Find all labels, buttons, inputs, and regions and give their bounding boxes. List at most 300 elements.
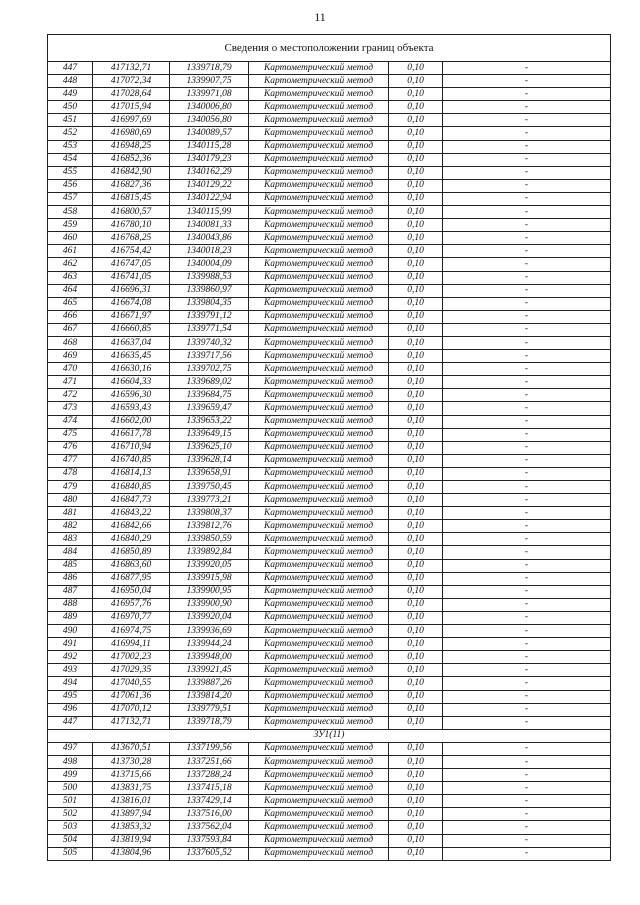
accuracy-cell: 0,10 <box>389 625 443 638</box>
accuracy-cell: 0,10 <box>389 677 443 690</box>
note-cell: - <box>443 101 611 114</box>
point-number-cell: 503 <box>48 821 93 834</box>
x-coordinate-cell: 417040,55 <box>93 677 170 690</box>
method-cell: Картометрический метод <box>249 62 389 75</box>
y-coordinate-cell: 1339689,02 <box>170 376 249 389</box>
table-row <box>48 323 611 336</box>
accuracy-cell: 0,10 <box>389 585 443 598</box>
x-coordinate-cell: 416637,04 <box>93 336 170 349</box>
y-coordinate-cell: 1339659,47 <box>170 402 249 415</box>
table-row <box>48 598 611 611</box>
point-number-cell: 494 <box>48 677 93 690</box>
note-cell: - <box>443 585 611 598</box>
note-cell: - <box>443 808 611 821</box>
x-coordinate-cell: 417015,94 <box>93 101 170 114</box>
method-cell: Картометрический метод <box>249 598 389 611</box>
note-cell: - <box>443 402 611 415</box>
note-cell: - <box>443 232 611 245</box>
y-coordinate-cell: 1340122,94 <box>170 192 249 205</box>
x-coordinate-cell: 416740,85 <box>93 454 170 467</box>
accuracy-cell: 0,10 <box>389 192 443 205</box>
x-coordinate-cell: 416842,90 <box>93 166 170 179</box>
method-cell: Картометрический метод <box>249 258 389 271</box>
table-row <box>48 192 611 205</box>
point-number-cell: 464 <box>48 284 93 297</box>
table-row <box>48 402 611 415</box>
accuracy-cell: 0,10 <box>389 494 443 507</box>
page-number: 11 <box>314 10 326 24</box>
method-cell: Картометрический метод <box>249 376 389 389</box>
method-cell: Картометрический метод <box>249 520 389 533</box>
note-cell: - <box>443 742 611 755</box>
accuracy-cell: 0,10 <box>389 350 443 363</box>
accuracy-cell: 0,10 <box>389 651 443 664</box>
method-cell: Картометрический метод <box>249 533 389 546</box>
method-cell: Картометрический метод <box>249 88 389 101</box>
method-cell: Картометрический метод <box>249 192 389 205</box>
x-coordinate-cell: 416741,05 <box>93 271 170 284</box>
x-coordinate-cell: 413715,66 <box>93 769 170 782</box>
x-coordinate-cell: 416815,45 <box>93 192 170 205</box>
table-row <box>48 363 611 376</box>
point-number-cell: 492 <box>48 651 93 664</box>
x-coordinate-cell: 416660,85 <box>93 323 170 336</box>
point-number-cell: 479 <box>48 481 93 494</box>
point-number-cell: 459 <box>48 219 93 232</box>
table-row <box>48 336 611 349</box>
point-number-cell: 489 <box>48 611 93 624</box>
note-cell: - <box>443 454 611 467</box>
point-number-cell: 455 <box>48 166 93 179</box>
method-cell: Картометрический метод <box>249 441 389 454</box>
note-cell: - <box>443 520 611 533</box>
y-coordinate-cell: 1339658,91 <box>170 467 249 480</box>
method-cell: Картометрический метод <box>249 389 389 402</box>
point-number-cell: 482 <box>48 520 93 533</box>
method-cell: Картометрический метод <box>249 611 389 624</box>
accuracy-cell: 0,10 <box>389 546 443 559</box>
point-number-cell: 480 <box>48 494 93 507</box>
accuracy-cell: 0,10 <box>389 507 443 520</box>
x-coordinate-cell: 416710,94 <box>93 441 170 454</box>
x-coordinate-cell: 416974,75 <box>93 625 170 638</box>
y-coordinate-cell: 1339702,75 <box>170 363 249 376</box>
x-coordinate-cell: 416768,25 <box>93 232 170 245</box>
x-coordinate-cell: 413897,94 <box>93 808 170 821</box>
method-cell: Картометрический метод <box>249 834 389 847</box>
accuracy-cell: 0,10 <box>389 336 443 349</box>
method-cell: Картометрический метод <box>249 651 389 664</box>
method-cell: Картометрический метод <box>249 546 389 559</box>
y-coordinate-cell: 1340129,22 <box>170 179 249 192</box>
accuracy-cell: 0,10 <box>389 127 443 140</box>
table-row <box>48 546 611 559</box>
x-coordinate-cell: 416780,10 <box>93 219 170 232</box>
y-coordinate-cell: 1340179,23 <box>170 153 249 166</box>
point-number-cell: 450 <box>48 101 93 114</box>
accuracy-cell: 0,10 <box>389 363 443 376</box>
note-cell: - <box>443 847 611 860</box>
x-coordinate-cell: 416994,11 <box>93 638 170 651</box>
table-row <box>48 559 611 572</box>
y-coordinate-cell: 1339779,51 <box>170 703 249 716</box>
accuracy-cell: 0,10 <box>389 219 443 232</box>
y-coordinate-cell: 1339653,22 <box>170 415 249 428</box>
note-cell: - <box>443 716 611 729</box>
accuracy-cell: 0,10 <box>389 232 443 245</box>
table-row <box>48 258 611 271</box>
x-coordinate-cell: 417002,23 <box>93 651 170 664</box>
table-row <box>48 782 611 795</box>
y-coordinate-cell: 1339750,45 <box>170 481 249 494</box>
accuracy-cell: 0,10 <box>389 284 443 297</box>
method-cell: Картометрический метод <box>249 467 389 480</box>
y-coordinate-cell: 1339900,95 <box>170 585 249 598</box>
accuracy-cell: 0,10 <box>389 179 443 192</box>
x-coordinate-cell: 416696,31 <box>93 284 170 297</box>
x-coordinate-cell: 413853,32 <box>93 821 170 834</box>
accuracy-cell: 0,10 <box>389 415 443 428</box>
method-cell: Картометрический метод <box>249 350 389 363</box>
method-cell: Картометрический метод <box>249 101 389 114</box>
accuracy-cell: 0,10 <box>389 742 443 755</box>
accuracy-cell: 0,10 <box>389 88 443 101</box>
x-coordinate-cell: 416827,36 <box>93 179 170 192</box>
accuracy-cell: 0,10 <box>389 664 443 677</box>
table-row <box>48 284 611 297</box>
table-row <box>48 520 611 533</box>
method-cell: Картометрический метод <box>249 310 389 323</box>
y-coordinate-cell: 1340004,09 <box>170 258 249 271</box>
table-row <box>48 62 611 75</box>
method-cell: Картометрический метод <box>249 232 389 245</box>
accuracy-cell: 0,10 <box>389 389 443 402</box>
note-cell: - <box>443 258 611 271</box>
accuracy-cell: 0,10 <box>389 310 443 323</box>
x-coordinate-cell: 416863,60 <box>93 559 170 572</box>
table-row <box>48 114 611 127</box>
method-cell: Картометрический метод <box>249 363 389 376</box>
y-coordinate-cell: 1339684,75 <box>170 389 249 402</box>
method-cell: Картометрический метод <box>249 428 389 441</box>
accuracy-cell: 0,10 <box>389 75 443 88</box>
y-coordinate-cell: 1337251,66 <box>170 755 249 768</box>
table-row <box>48 821 611 834</box>
accuracy-cell: 0,10 <box>389 441 443 454</box>
y-coordinate-cell: 1340006,80 <box>170 101 249 114</box>
parcel-subheader: ЗУ1(11) <box>48 729 611 742</box>
x-coordinate-cell: 413670,51 <box>93 742 170 755</box>
y-coordinate-cell: 1339718,79 <box>170 716 249 729</box>
y-coordinate-cell: 1340115,28 <box>170 140 249 153</box>
point-number-cell: 447 <box>48 62 93 75</box>
table-row <box>48 847 611 860</box>
method-cell: Картометрический метод <box>249 795 389 808</box>
method-cell: Картометрический метод <box>249 481 389 494</box>
accuracy-cell: 0,10 <box>389 481 443 494</box>
table-row <box>48 808 611 821</box>
point-number-cell: 476 <box>48 441 93 454</box>
point-number-cell: 466 <box>48 310 93 323</box>
method-cell: Картометрический метод <box>249 166 389 179</box>
x-coordinate-cell: 416602,00 <box>93 415 170 428</box>
method-cell: Картометрический метод <box>249 559 389 572</box>
method-cell: Картометрический метод <box>249 808 389 821</box>
y-coordinate-cell: 1339649,15 <box>170 428 249 441</box>
point-number-cell: 447 <box>48 716 93 729</box>
note-cell: - <box>443 245 611 258</box>
accuracy-cell: 0,10 <box>389 402 443 415</box>
x-coordinate-cell: 416950,04 <box>93 585 170 598</box>
table-row <box>48 166 611 179</box>
point-number-cell: 498 <box>48 755 93 768</box>
table-row <box>48 481 611 494</box>
note-cell: - <box>443 690 611 703</box>
accuracy-cell: 0,10 <box>389 638 443 651</box>
method-cell: Картометрический метод <box>249 127 389 140</box>
x-coordinate-cell: 413816,01 <box>93 795 170 808</box>
point-number-cell: 481 <box>48 507 93 520</box>
x-coordinate-cell: 413730,28 <box>93 755 170 768</box>
method-cell: Картометрический метод <box>249 179 389 192</box>
accuracy-cell: 0,10 <box>389 258 443 271</box>
note-cell: - <box>443 546 611 559</box>
y-coordinate-cell: 1339892,84 <box>170 546 249 559</box>
y-coordinate-cell: 1339944,24 <box>170 638 249 651</box>
subheader-row <box>48 729 611 742</box>
note-cell: - <box>443 297 611 310</box>
accuracy-cell: 0,10 <box>389 716 443 729</box>
y-coordinate-cell: 1339812,76 <box>170 520 249 533</box>
table-title-row <box>48 35 611 62</box>
x-coordinate-cell: 416800,57 <box>93 206 170 219</box>
method-cell: Картометрический метод <box>249 507 389 520</box>
note-cell: - <box>443 533 611 546</box>
point-number-cell: 501 <box>48 795 93 808</box>
note-cell: - <box>443 821 611 834</box>
y-coordinate-cell: 1337605,52 <box>170 847 249 860</box>
note-cell: - <box>443 363 611 376</box>
x-coordinate-cell: 416997,69 <box>93 114 170 127</box>
point-number-cell: 478 <box>48 467 93 480</box>
table-row <box>48 88 611 101</box>
point-number-cell: 497 <box>48 742 93 755</box>
point-number-cell: 467 <box>48 323 93 336</box>
note-cell: - <box>443 598 611 611</box>
note-cell: - <box>443 140 611 153</box>
point-number-cell: 474 <box>48 415 93 428</box>
point-number-cell: 460 <box>48 232 93 245</box>
boundary-table <box>47 34 611 861</box>
method-cell: Картометрический метод <box>249 847 389 860</box>
table-row <box>48 677 611 690</box>
x-coordinate-cell: 416840,29 <box>93 533 170 546</box>
point-number-cell: 453 <box>48 140 93 153</box>
note-cell: - <box>443 271 611 284</box>
accuracy-cell: 0,10 <box>389 808 443 821</box>
y-coordinate-cell: 1339771,54 <box>170 323 249 336</box>
method-cell: Картометрический метод <box>249 782 389 795</box>
table-row <box>48 494 611 507</box>
x-coordinate-cell: 416593,43 <box>93 402 170 415</box>
point-number-cell: 502 <box>48 808 93 821</box>
y-coordinate-cell: 1339920,04 <box>170 611 249 624</box>
point-number-cell: 473 <box>48 402 93 415</box>
accuracy-cell: 0,10 <box>389 847 443 860</box>
point-number-cell: 488 <box>48 598 93 611</box>
accuracy-cell: 0,10 <box>389 62 443 75</box>
table-row <box>48 350 611 363</box>
accuracy-cell: 0,10 <box>389 559 443 572</box>
y-coordinate-cell: 1339936,69 <box>170 625 249 638</box>
note-cell: - <box>443 664 611 677</box>
method-cell: Картометрический метод <box>249 769 389 782</box>
x-coordinate-cell: 417061,36 <box>93 690 170 703</box>
method-cell: Картометрический метод <box>249 625 389 638</box>
y-coordinate-cell: 1339814,20 <box>170 690 249 703</box>
note-cell: - <box>443 559 611 572</box>
y-coordinate-cell: 1337415,18 <box>170 782 249 795</box>
x-coordinate-cell: 413804,96 <box>93 847 170 860</box>
note-cell: - <box>443 441 611 454</box>
accuracy-cell: 0,10 <box>389 598 443 611</box>
x-coordinate-cell: 417029,35 <box>93 664 170 677</box>
note-cell: - <box>443 494 611 507</box>
table-row <box>48 297 611 310</box>
method-cell: Картометрический метод <box>249 206 389 219</box>
method-cell: Картометрический метод <box>249 638 389 651</box>
point-number-cell: 468 <box>48 336 93 349</box>
table-row <box>48 415 611 428</box>
x-coordinate-cell: 417132,71 <box>93 62 170 75</box>
table-row <box>48 75 611 88</box>
y-coordinate-cell: 1340162,29 <box>170 166 249 179</box>
method-cell: Картометрический метод <box>249 336 389 349</box>
x-coordinate-cell: 413831,75 <box>93 782 170 795</box>
x-coordinate-cell: 413819,94 <box>93 834 170 847</box>
y-coordinate-cell: 1339850,59 <box>170 533 249 546</box>
point-number-cell: 485 <box>48 559 93 572</box>
point-number-cell: 496 <box>48 703 93 716</box>
note-cell: - <box>443 703 611 716</box>
x-coordinate-cell: 416754,42 <box>93 245 170 258</box>
table-row <box>48 716 611 729</box>
table-row <box>48 507 611 520</box>
note-cell: - <box>443 677 611 690</box>
note-cell: - <box>443 166 611 179</box>
x-coordinate-cell: 416674,08 <box>93 297 170 310</box>
x-coordinate-cell: 416747,05 <box>93 258 170 271</box>
table-title: Сведения о местоположении границ объекта <box>48 35 611 62</box>
x-coordinate-cell: 417072,34 <box>93 75 170 88</box>
method-cell: Картометрический метод <box>249 494 389 507</box>
table-row <box>48 585 611 598</box>
accuracy-cell: 0,10 <box>389 795 443 808</box>
method-cell: Картометрический метод <box>249 703 389 716</box>
accuracy-cell: 0,10 <box>389 271 443 284</box>
method-cell: Картометрический метод <box>249 415 389 428</box>
y-coordinate-cell: 1339920,05 <box>170 559 249 572</box>
x-coordinate-cell: 416957,76 <box>93 598 170 611</box>
method-cell: Картометрический метод <box>249 75 389 88</box>
point-number-cell: 475 <box>48 428 93 441</box>
method-cell: Картометрический метод <box>249 402 389 415</box>
y-coordinate-cell: 1339804,35 <box>170 297 249 310</box>
point-number-cell: 469 <box>48 350 93 363</box>
method-cell: Картометрический метод <box>249 297 389 310</box>
point-number-cell: 452 <box>48 127 93 140</box>
x-coordinate-cell: 416970,77 <box>93 611 170 624</box>
accuracy-cell: 0,10 <box>389 782 443 795</box>
table-row <box>48 140 611 153</box>
point-number-cell: 495 <box>48 690 93 703</box>
accuracy-cell: 0,10 <box>389 245 443 258</box>
table-row <box>48 389 611 402</box>
table-row <box>48 219 611 232</box>
y-coordinate-cell: 1339887,26 <box>170 677 249 690</box>
method-cell: Картометрический метод <box>249 219 389 232</box>
point-number-cell: 490 <box>48 625 93 638</box>
table-row <box>48 454 611 467</box>
table-row <box>48 428 611 441</box>
accuracy-cell: 0,10 <box>389 755 443 768</box>
x-coordinate-cell: 416877,95 <box>93 572 170 585</box>
method-cell: Картометрический метод <box>249 153 389 166</box>
point-number-cell: 451 <box>48 114 93 127</box>
note-cell: - <box>443 376 611 389</box>
note-cell: - <box>443 795 611 808</box>
x-coordinate-cell: 417132,71 <box>93 716 170 729</box>
y-coordinate-cell: 1339948,00 <box>170 651 249 664</box>
point-number-cell: 449 <box>48 88 93 101</box>
note-cell: - <box>443 755 611 768</box>
x-coordinate-cell: 416635,45 <box>93 350 170 363</box>
note-cell: - <box>443 179 611 192</box>
table-row <box>48 625 611 638</box>
x-coordinate-cell: 416980,69 <box>93 127 170 140</box>
y-coordinate-cell: 1340018,23 <box>170 245 249 258</box>
note-cell: - <box>443 625 611 638</box>
point-number-cell: 456 <box>48 179 93 192</box>
accuracy-cell: 0,10 <box>389 834 443 847</box>
point-number-cell: 463 <box>48 271 93 284</box>
accuracy-cell: 0,10 <box>389 101 443 114</box>
table-row <box>48 769 611 782</box>
accuracy-cell: 0,10 <box>389 140 443 153</box>
point-number-cell: 483 <box>48 533 93 546</box>
table-row <box>48 376 611 389</box>
table-row <box>48 310 611 323</box>
table-row <box>48 271 611 284</box>
method-cell: Картометрический метод <box>249 284 389 297</box>
method-cell: Картометрический метод <box>249 716 389 729</box>
note-cell: - <box>443 310 611 323</box>
y-coordinate-cell: 1337429,14 <box>170 795 249 808</box>
accuracy-cell: 0,10 <box>389 166 443 179</box>
accuracy-cell: 0,10 <box>389 769 443 782</box>
x-coordinate-cell: 416842,66 <box>93 520 170 533</box>
note-cell: - <box>443 507 611 520</box>
x-coordinate-cell: 416671,97 <box>93 310 170 323</box>
point-number-cell: 461 <box>48 245 93 258</box>
point-number-cell: 471 <box>48 376 93 389</box>
note-cell: - <box>443 782 611 795</box>
x-coordinate-cell: 416850,89 <box>93 546 170 559</box>
note-cell: - <box>443 192 611 205</box>
note-cell: - <box>443 323 611 336</box>
point-number-cell: 500 <box>48 782 93 795</box>
y-coordinate-cell: 1339773,21 <box>170 494 249 507</box>
